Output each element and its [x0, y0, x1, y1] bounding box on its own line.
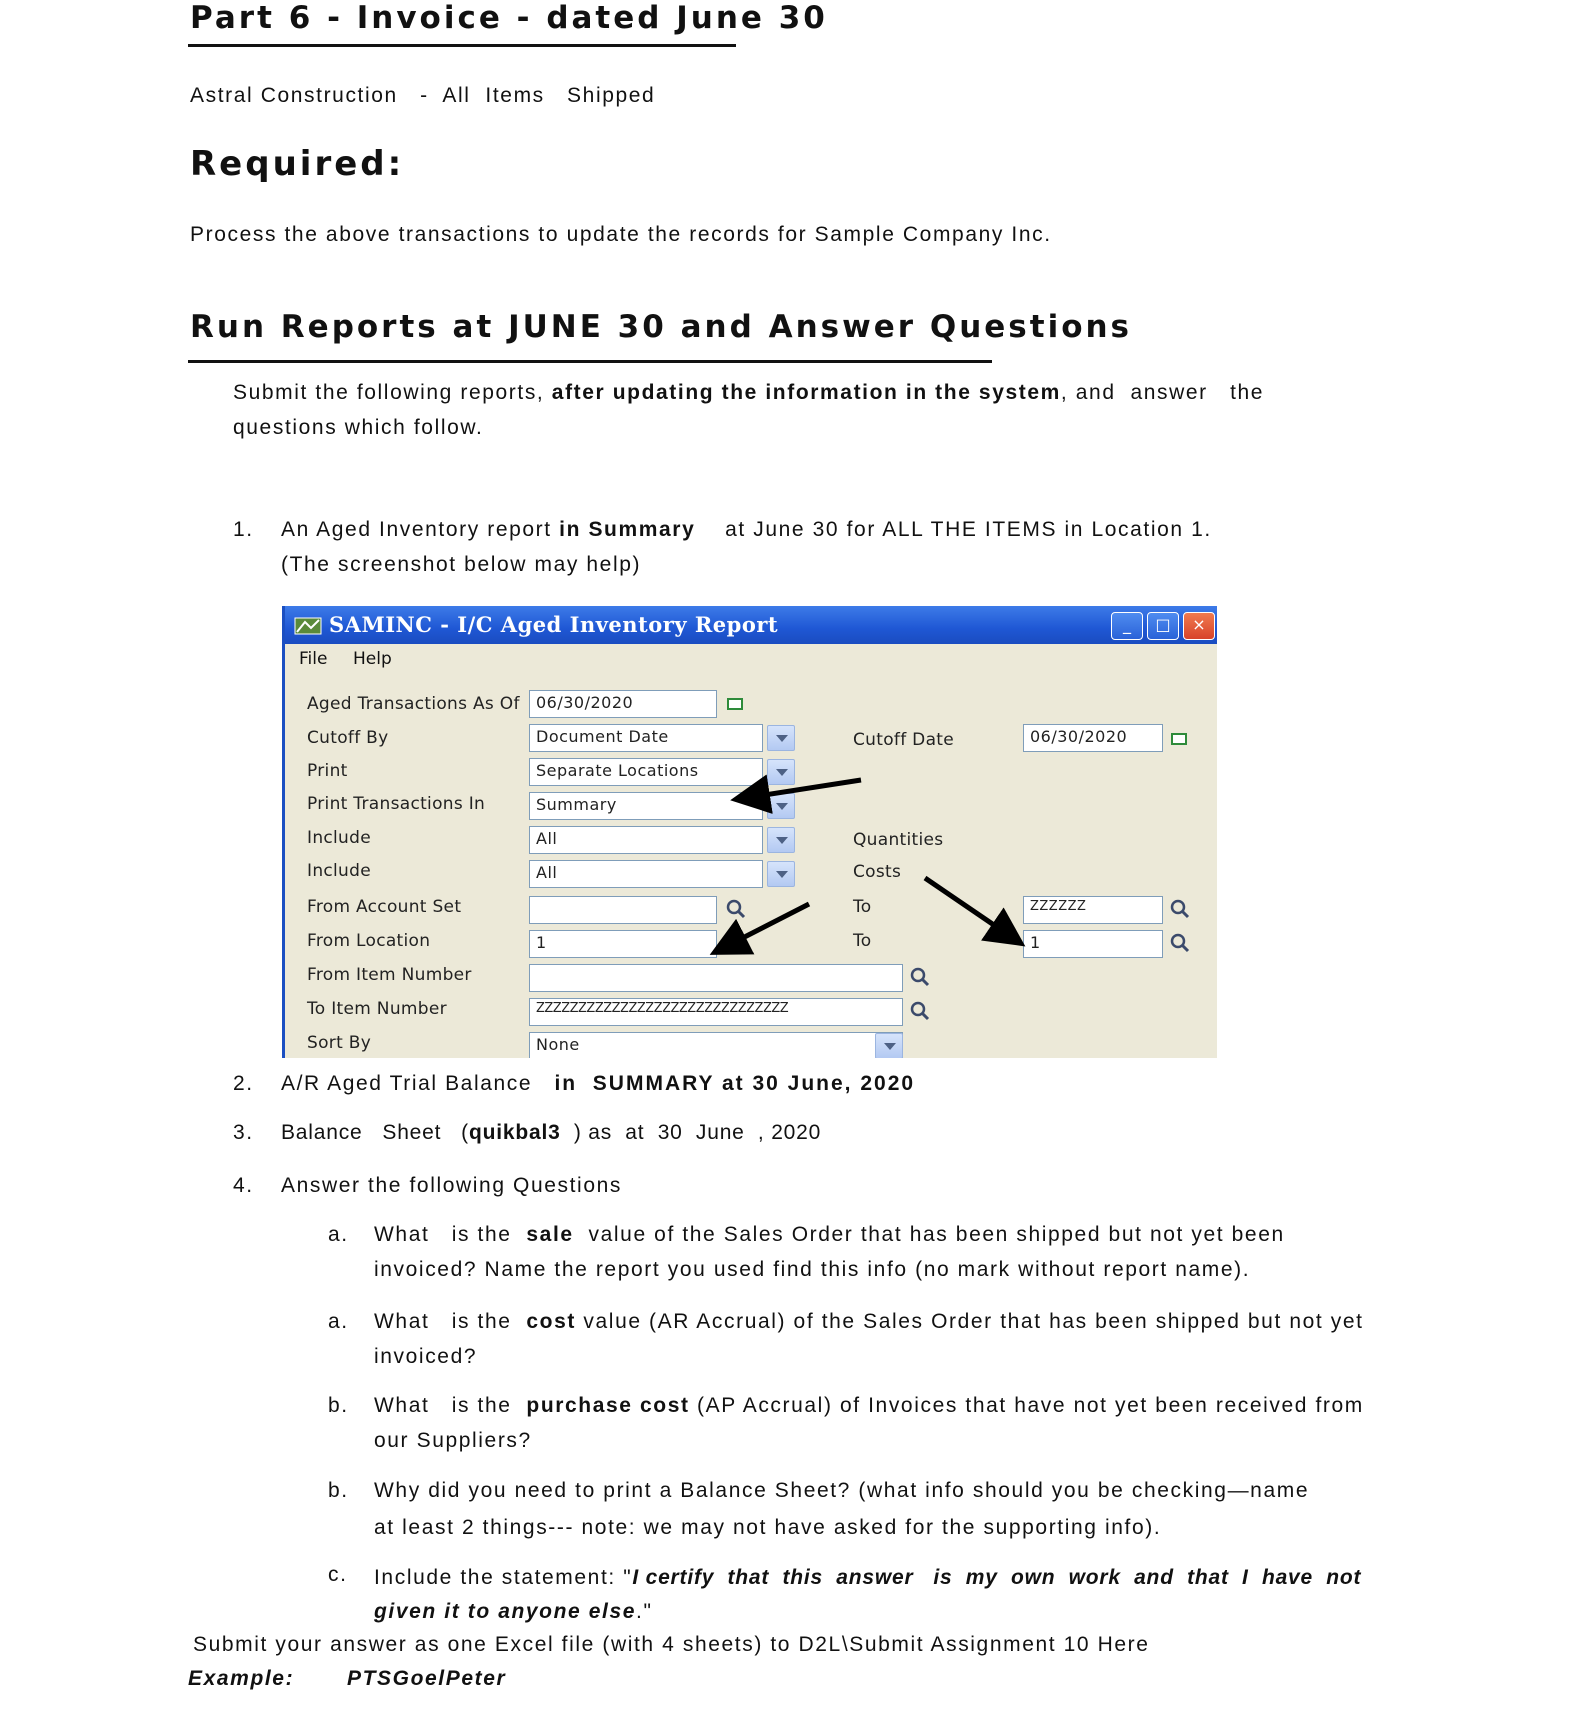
- question-b-purchase: [374, 1394, 1364, 1418]
- include-costs-select: All: [529, 860, 763, 888]
- reports-heading: Run Reports at JUNE 30 and Answer Questions: [190, 309, 1133, 345]
- item-1-line2: (The screenshot below may help): [281, 553, 642, 576]
- item-3-text: [281, 1121, 821, 1145]
- label-to-item: To Item Number: [307, 999, 447, 1019]
- label-cutoff-date: Cutoff Date: [853, 730, 955, 750]
- item-number: 4.: [233, 1174, 254, 1197]
- arrow-to-to-location: [925, 878, 1013, 938]
- item-1-bold: in Summary: [559, 518, 696, 541]
- label-to-location: To: [853, 931, 872, 951]
- label-print-in: Print Transactions In: [307, 794, 486, 814]
- page-title: Part 6 - Invoice - dated June 30: [190, 0, 828, 36]
- required-heading: Required:: [190, 144, 405, 184]
- reports-underline: [188, 360, 992, 363]
- question-c-statement: [374, 1566, 1361, 1590]
- q0-post: value of the Sales Order that has been shipped but not yet been: [573, 1223, 1285, 1246]
- label-sort-by: Sort By: [307, 1033, 372, 1053]
- intro-post: , and answer the: [1060, 381, 1265, 404]
- reports-intro: [233, 381, 1264, 405]
- arrow-to-from-location: [723, 904, 809, 948]
- item-1-text: [281, 518, 1212, 542]
- label-print: Print: [307, 761, 348, 781]
- maximize-icon: □: [1147, 612, 1179, 640]
- arrow-to-summary: [745, 780, 861, 798]
- q4-line2-bold-italic: given it to anyone else: [374, 1600, 637, 1623]
- to-item-field: ZZZZZZZZZZZZZZZZZZZZZZZZZZZZZZ: [529, 998, 903, 1026]
- title-underline: [188, 44, 736, 47]
- item-2-bold: in SUMMARY at 30 June, 2020: [554, 1072, 916, 1095]
- window-title: SAMINC - I/C Aged Inventory Report: [329, 612, 779, 637]
- label-quantities: Quantities: [853, 830, 944, 850]
- q4-pre: Include the statement: ": [374, 1566, 633, 1589]
- q2-bold: purchase cost: [526, 1394, 690, 1417]
- required-text: Process the above transactions to update the records for Sample Company Inc.: [190, 223, 1052, 246]
- question-b-purchase-line2: our Suppliers?: [374, 1429, 532, 1452]
- sort-by-select: None: [529, 1032, 903, 1058]
- aged-inventory-window-screenshot: [282, 606, 1217, 1058]
- item-2-text: [281, 1072, 915, 1096]
- question-letter: b.: [328, 1479, 349, 1502]
- item-3-pre: Balance Sheet (: [281, 1121, 469, 1144]
- label-cutoff-by: Cutoff By: [307, 728, 389, 748]
- reports-intro-line2: questions which follow.: [233, 416, 484, 439]
- q2-post: (AP Accrual) of Invoices that have not yet been received from: [689, 1394, 1364, 1417]
- menu-file: File: [299, 649, 328, 669]
- from-location-field: 1: [529, 930, 717, 958]
- print-select: Separate Locations: [529, 758, 763, 786]
- item-3-post: ) as at 30 June , 2020: [560, 1121, 822, 1144]
- question-letter: a.: [328, 1310, 349, 1333]
- q2-pre: What is the: [374, 1394, 527, 1417]
- q1-bold: cost: [526, 1310, 576, 1333]
- question-a-sale: [374, 1223, 1285, 1247]
- question-letter: a.: [328, 1223, 349, 1246]
- to-account-set-field: ZZZZZZ: [1023, 896, 1163, 924]
- item-number: 2.: [233, 1072, 254, 1095]
- annotation-arrows: [285, 606, 1217, 1058]
- label-costs: Costs: [853, 862, 902, 882]
- item-1-pre: An Aged Inventory report: [281, 518, 560, 541]
- question-letter: b.: [328, 1394, 349, 1417]
- cutoff-by-select: Document Date: [529, 724, 763, 752]
- include-quantities-select: All: [529, 826, 763, 854]
- print-in-select: Summary: [529, 792, 763, 820]
- intro-pre: Submit the following reports,: [233, 381, 552, 404]
- aged-as-of-field: 06/30/2020: [529, 690, 717, 718]
- example-value: PTSGoelPeter: [347, 1667, 507, 1690]
- question-b-balance-sheet-line2: at least 2 things--- note: we may not have asked for the supporting info).: [374, 1516, 1162, 1539]
- close-icon: ×: [1183, 612, 1215, 640]
- label-to-account-set: To: [853, 897, 872, 917]
- submit-instructions: Submit your answer as one Excel file (with 4 sheets) to D2L\Submit Assignment 10 Here: [193, 1633, 1150, 1656]
- q1-post: value (AR Accrual) of the Sales Order that has been shipped but not yet: [575, 1310, 1364, 1333]
- example-label: Example:: [188, 1667, 295, 1690]
- cutoff-date-field: 06/30/2020: [1023, 724, 1163, 752]
- question-a-sale-line2: invoiced? Name the report you used find this info (no mark without report name).: [374, 1258, 1251, 1281]
- q0-pre: What is the: [374, 1223, 527, 1246]
- subtitle: Astral Construction - All Items Shipped: [190, 84, 656, 107]
- item-4-text: Answer the following Questions: [281, 1174, 622, 1197]
- item-number: 3.: [233, 1121, 254, 1144]
- question-b-balance-sheet: Why did you need to print a Balance Sheet? (what info should you be checking—name: [374, 1479, 1310, 1502]
- question-c-statement-line2: [374, 1600, 653, 1624]
- q1-pre: What is the: [374, 1310, 527, 1333]
- label-from-location: From Location: [307, 931, 431, 951]
- label-include-quantities: Include: [307, 828, 371, 848]
- item-1-post: at June 30 for ALL THE ITEMS in Location 1.: [695, 518, 1212, 541]
- item-2-pre: A/R Aged Trial Balance: [281, 1072, 555, 1095]
- q0-bold: sale: [526, 1223, 574, 1246]
- question-a-cost: [374, 1310, 1364, 1334]
- question-letter: c.: [328, 1563, 348, 1586]
- intro-bold: after updating the information in the system: [551, 381, 1061, 404]
- question-a-cost-line2: invoiced?: [374, 1345, 478, 1368]
- item-3-bold: quikbal3: [468, 1121, 561, 1144]
- label-aged-as-of: Aged Transactions As Of: [307, 694, 520, 714]
- q4-bold-italic: I certify that this answer is my own work and that I have not: [632, 1566, 1362, 1589]
- label-from-item: From Item Number: [307, 965, 472, 985]
- minimize-icon: _: [1111, 612, 1143, 640]
- q4-line2-post: .": [636, 1600, 653, 1623]
- label-include-costs: Include: [307, 861, 371, 881]
- to-location-field: 1: [1023, 930, 1163, 958]
- menu-help: Help: [353, 649, 392, 669]
- label-from-account-set: From Account Set: [307, 897, 462, 917]
- item-number: 1.: [233, 518, 254, 541]
